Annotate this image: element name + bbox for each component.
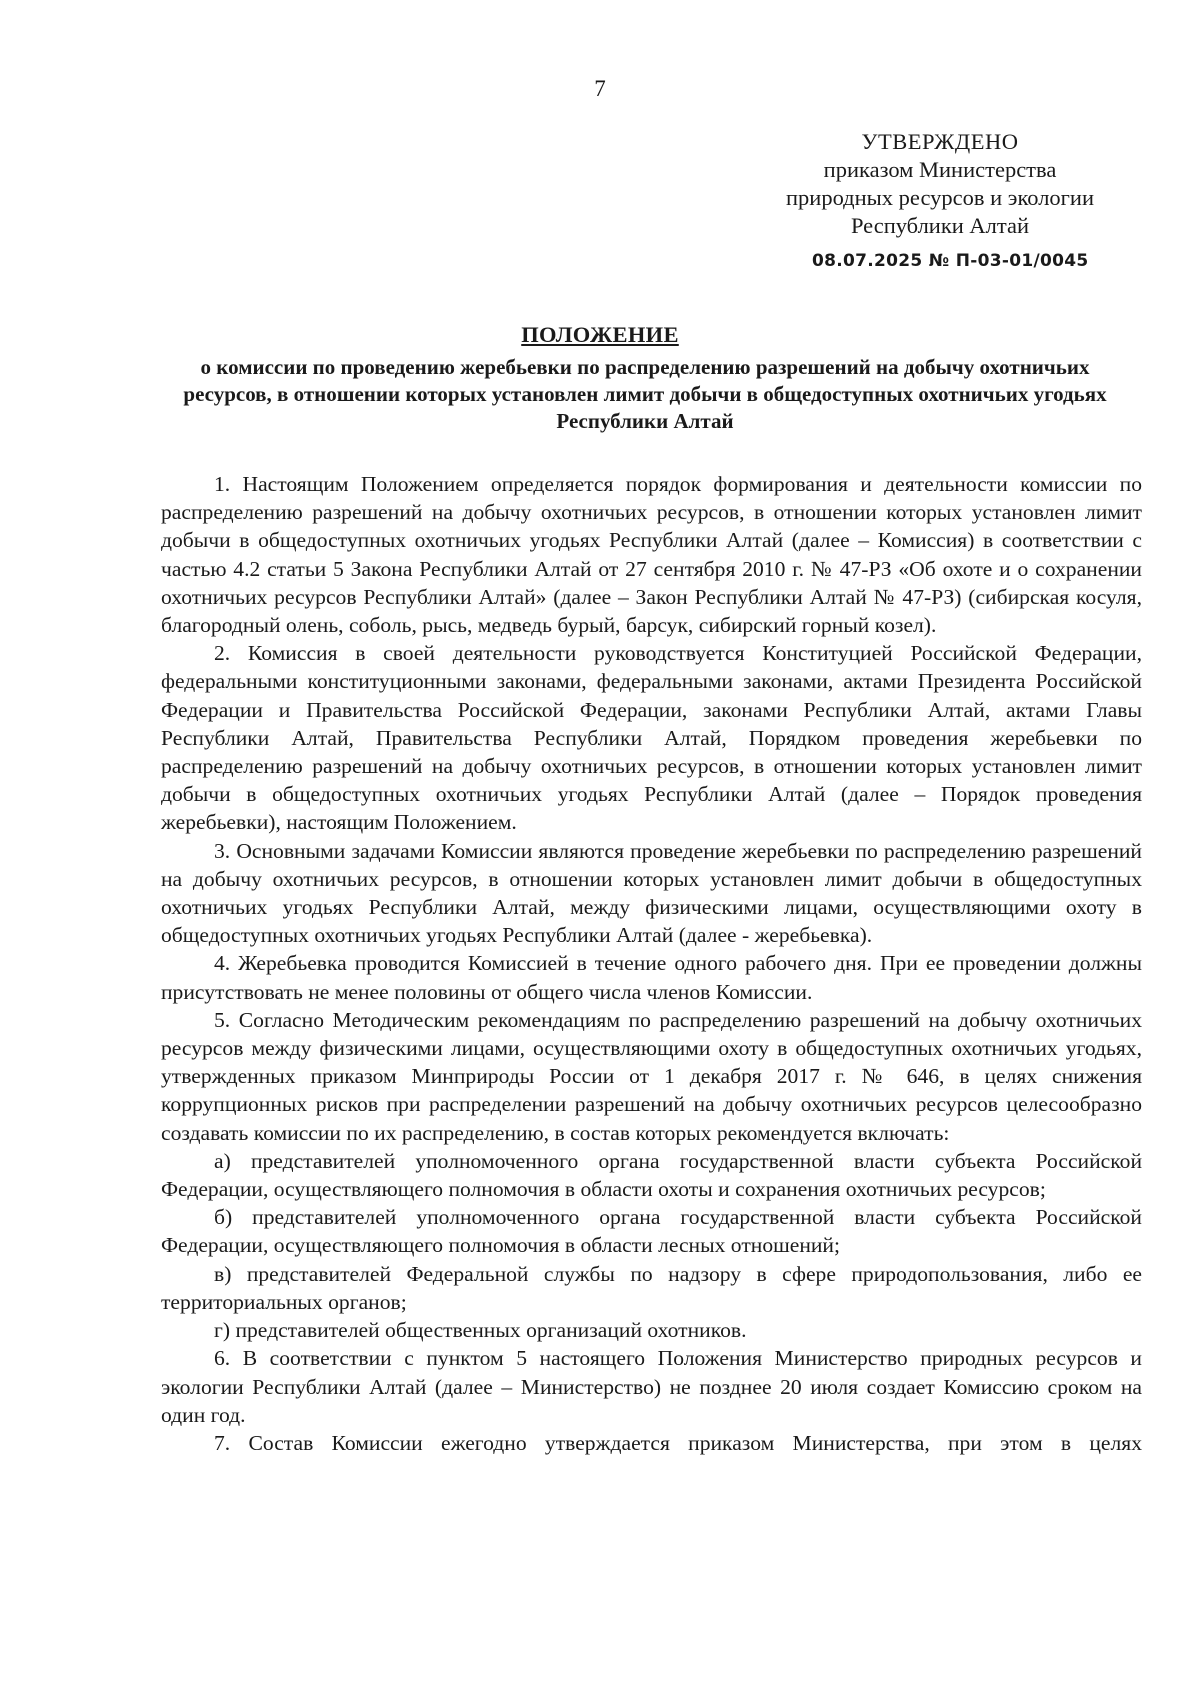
approval-line-3: Республики Алтай bbox=[850, 213, 1030, 238]
approval-heading: УТВЕРЖДЕНО bbox=[861, 129, 1019, 154]
paragraph-6: 6. В соответствии с пунктом 5 настоящего Положения Министерство природных ресурсов и экологии Республики Алтай (далее – Министерство) не позднее 20 июля создает Комиссию сроком на один год. bbox=[161, 1346, 1142, 1427]
approval-stamp bbox=[740, 128, 1140, 240]
paragraph-2: 2. Комиссия в своей деятельности руководствуется Конституцией Российской Федерации, федеральными конституционными законами, федеральными законами, актами Президента Российской Федерации и Правительства Российской Федерации, законами Республики Алтай, актами Главы Республики Алтай, Правительства Республики Алтай, Порядком проведения жеребьевки по распределению разрешений на добычу охотничьих ресурсов, в отношении которых установлен лимит добычи в общедоступных охотничьих угодьях Республики Алтай (далее – Порядок проведения жеребьевки), настоящим Положением. bbox=[161, 641, 1142, 835]
paragraph-5b: б) представителей уполномоченного органа государственной власти субъекта Российской Федерации, осуществляющего полномочия в области лесных отношений; bbox=[161, 1205, 1142, 1258]
document-subtitle: о комиссии по проведению жеребьевки по распределению разрешений на добычу охотничьих ресурсов, в отношении которых установлен лимит добычи в общедоступных охотничьих угодьях Республики Алтай bbox=[183, 355, 1107, 433]
page-number: 7 bbox=[594, 76, 606, 101]
paragraph-5d: г) представителей общественных организаций охотников. bbox=[214, 1318, 747, 1343]
order-reference: 08.07.2025 № П-03-01/0045 bbox=[812, 251, 1089, 271]
document-title: ПОЛОЖЕНИЕ bbox=[521, 322, 679, 347]
approval-line-1: приказом Министерства bbox=[823, 157, 1057, 182]
paragraph-5: 5. Согласно Методическим рекомендациям по распределению разрешений на добычу охотничьих ресурсов между физическими лицами, осуществляющими охоту в общедоступных охотничьих угодьях, утвержденных приказом Минприроды России от 1 декабря 2017 г. № 646, в целях снижения коррупционных рисков при распределении разрешений на добычу охотничьих ресурсов целесообразно создавать комиссии по их распределению, в состав которых рекомендуется включать: bbox=[161, 1007, 1142, 1145]
paragraph-1: 1. Настоящим Положением определяется порядок формирования и деятельности комиссии по распределению разрешений на добычу охотничьих ресурсов, в отношении которых установлен лимит добычи в общедоступных охотничьих угодьях Республики Алтай (далее – Комиссия) в соответствии с частью 4.2 статьи 5 Закона Республики Алтай от 27 сентября 2010 г. № 47-РЗ «Об охоте и о сохранении охотничьих ресурсов Республики Алтай» (далее – Закон Республики Алтай № 47-РЗ) (сибирская косуля, благородный олень, соболь, рысь, медведь бурый, барсук, сибирский горный козел). bbox=[161, 472, 1142, 638]
approval-line-2: природных ресурсов и экологии bbox=[786, 185, 1094, 210]
paragraph-5a: а) представителей уполномоченного органа государственной власти субъекта Российской Федерации, осуществляющего полномочия в области охоты и сохранения охотничьих ресурсов; bbox=[161, 1148, 1142, 1202]
paragraph-4: 4. Жеребьевка проводится Комиссией в течение одного рабочего дня. При ее проведении должны присутствовать не менее половины от общего числа членов Комиссии. bbox=[161, 951, 1142, 1004]
paragraph-5c: в) представителей Федеральной службы по надзору в сфере природопользования, либо ее территориальных органов; bbox=[161, 1261, 1142, 1314]
paragraph-3: 3. Основными задачами Комиссии являются проведение жеребьевки по распределению разрешений на добычу охотничьих ресурсов, в отношении которых установлен лимит добычи в общедоступных охотничьих угодьях Республики Алтай, между физическими лицами, осуществляющими охоту в общедоступных охотничьих угодьях Республики Алтай (далее - жеребьевка). bbox=[161, 838, 1142, 948]
paragraph-7: 7. Состав Комиссии ежегодно утверждается приказом Министерства, при этом в целях bbox=[214, 1430, 1142, 1455]
document-body bbox=[161, 470, 1142, 1457]
